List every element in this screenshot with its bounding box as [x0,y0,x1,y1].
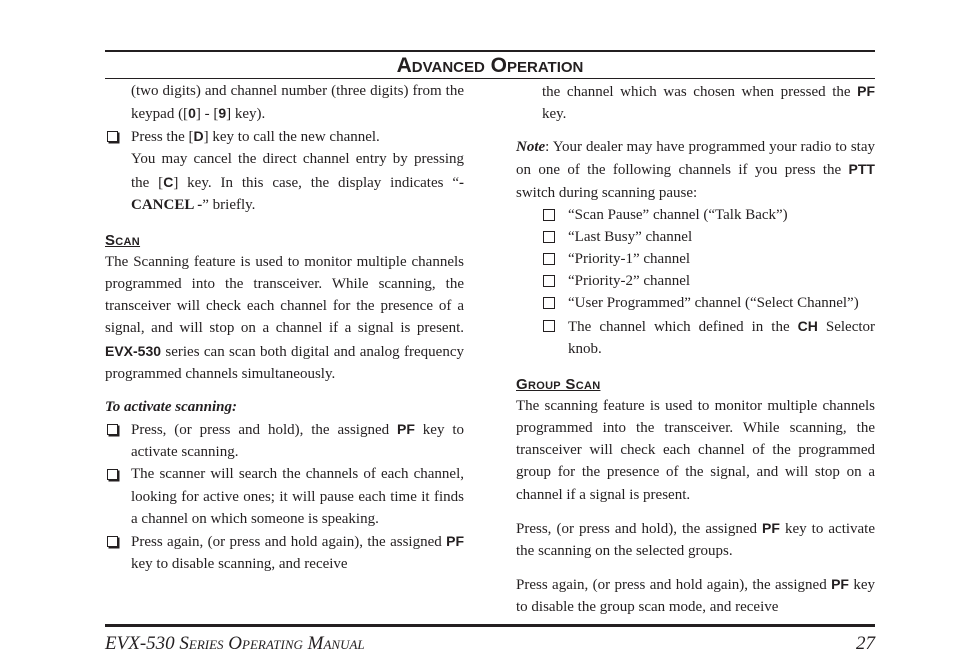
pause-channel-list [516,204,875,360]
list-item: “Scan Pause” channel (“Talk Back”) [516,204,875,226]
checkbox-bullet-icon [107,469,118,480]
square-bullet-icon [543,297,555,309]
header-top-rule [105,50,875,52]
square-bullet-icon [543,253,555,265]
footer-rule [105,624,875,627]
list-item: “Priority-1” channel [516,248,875,270]
scan-paragraph: The Scanning feature is used to monitor multiple channels programmed into the transceiver. While scanning, the transceiver will check each channel for the presence of a signal, and will stop on a channel if a signal is present. EVX-530 series can scan both digital and analog frequency programmed channels simultaneously. [105,253,464,382]
square-bullet-icon [543,275,555,287]
left-column [105,80,464,575]
header-bottom-rule [105,78,875,79]
square-bullet-icon [543,320,555,332]
list-item: “User Programmed” channel (“Select Channel”) [516,292,875,314]
list-item: Press, (or press and hold), the assigned PF key to activate scanning. [105,418,464,463]
footer-manual-title: EVX-530 Series Operating Manual [105,633,365,654]
group-activate-paragraph: Press, (or press and hold), the assigned PF key to activate the scanning on the selected groups. [516,519,876,559]
group-scan-paragraph: The scanning feature is used to monitor multiple channels programmed into the transceiver. While scanning, the transceiver will check each channel of the programmed group for the presence of the signal, and will stop on a channel if a signal is present. [516,397,875,503]
checkbox-bullet-icon [107,536,118,547]
checkbox-bullet-icon [107,424,118,435]
list-item: Press the [D] key to call the new channel. [105,125,464,148]
page-number: 27 [856,633,875,654]
list-item: “Last Busy” channel [516,226,875,248]
list-item: The channel which defined in the CH Selector knob. [516,315,875,360]
scan-heading: Scan [105,231,141,249]
list-item: Press again, (or press and hold again), the assigned PF key to disable scanning, and receive [105,530,464,575]
square-bullet-icon [543,231,555,243]
right-column [516,80,875,618]
receive-continuation: the channel which was chosen when pressed the PF key. [542,83,876,123]
keypad-continuation: (two digits) and channel number (three digits) from the keypad ([0] - [9] key). [131,83,464,123]
list-item: The scanner will search the channels of each channel, looking for active ones; it will pause each time it finds a channel on which someone is speaking. [105,463,464,529]
page-header-title: Advanced Operation [396,54,584,77]
cancel-paragraph: You may cancel the direct channel entry by pressing the [C] key. In this case, the display indicates “- CANCEL -” briefly. [131,151,464,213]
checkbox-bullet-icon [107,131,118,142]
list-item: “Priority-2” channel [516,270,875,292]
note-paragraph: Note: Your dealer may have programmed your radio to stay on one of the following channels if you press the PTT switch during scanning pause: [516,139,875,201]
group-scan-heading: Group Scan [516,375,601,393]
square-bullet-icon [543,209,555,221]
group-disable-paragraph: Press again, (or press and hold again), the assigned PF key to disable the group scan mode, and receive [516,575,876,616]
activate-heading: To activate scanning: [105,398,237,415]
